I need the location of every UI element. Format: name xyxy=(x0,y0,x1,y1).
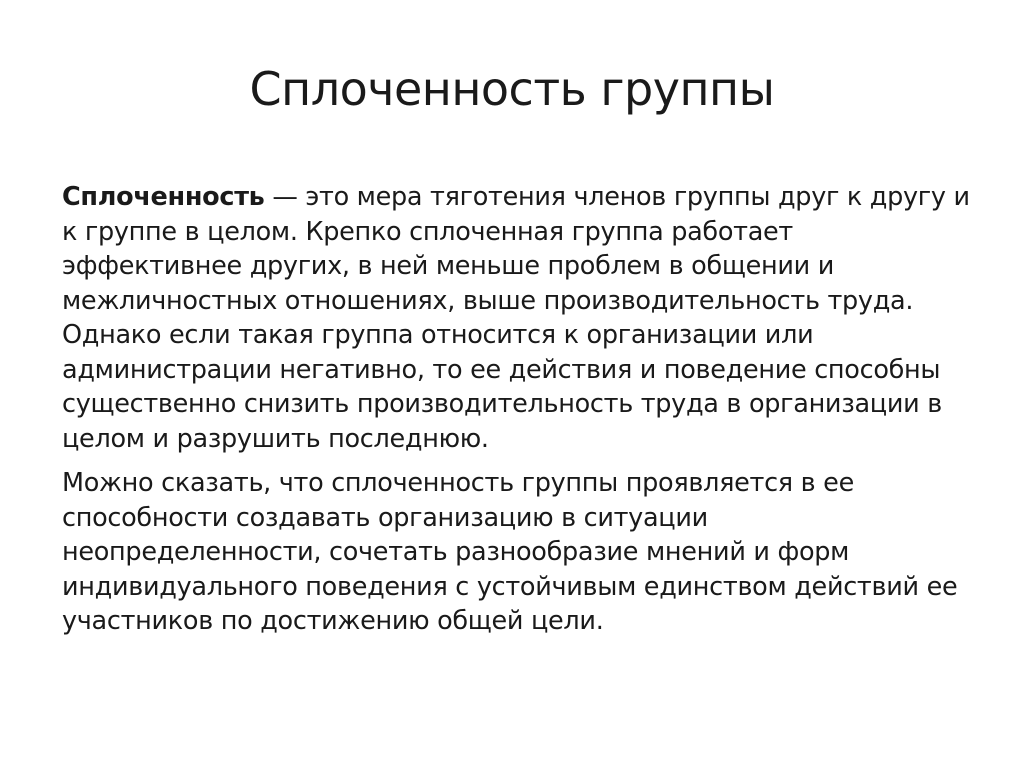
slide-title: Сплоченность группы xyxy=(249,62,775,116)
paragraph-conclusion xyxy=(62,466,972,639)
definition-text: — это мера тяготения членов группы друг к другу и к группе в целом. Крепко сплоченная группа работает эффективнее других, в ней меньше проблем в общении и межличностных отношениях, выше производительность труда. Однако если такая группа относится к организации или администрации негативно, то ее действия и поведение способны существенно снизить производительность труда в организации в целом и разрушить последнюю. xyxy=(62,182,970,454)
defined-term: Сплоченность xyxy=(62,182,265,212)
paragraph-definition xyxy=(62,180,972,456)
conclusion-text: Можно сказать, что сплоченность группы проявляется в ее способности создавать организацию в ситуации неопределенности, сочетать разнообразие мнений и форм индивидуального поведения с устойчивым единством действий ее участников по достижению общей цели. xyxy=(62,468,958,636)
slide-body xyxy=(62,180,972,649)
